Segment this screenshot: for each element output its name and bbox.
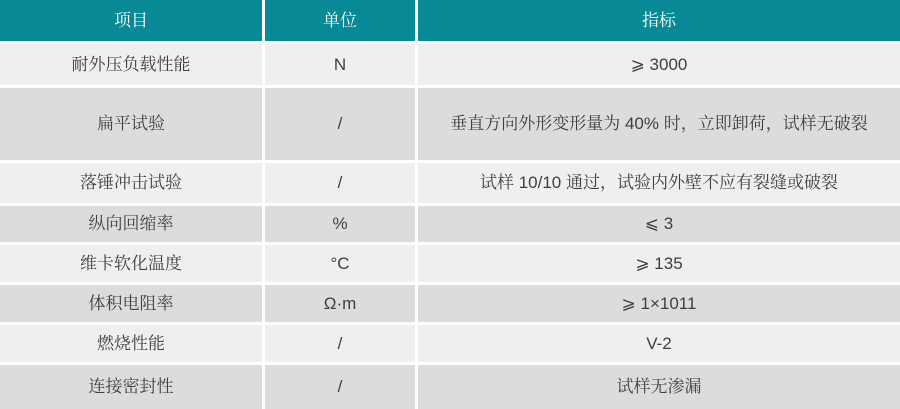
cell-unit: / <box>265 163 415 203</box>
table-header-row <box>0 0 900 41</box>
cell-spec: 垂直方向外形变形量为 40% 时，立即卸荷，试样无破裂 <box>418 88 900 160</box>
table-row <box>0 88 900 160</box>
cell-spec: ⩾ 135 <box>418 245 900 282</box>
table-row <box>0 325 900 362</box>
table-row <box>0 44 900 85</box>
table-row <box>0 163 900 203</box>
header-cell-unit: 单位 <box>265 0 415 41</box>
cell-unit: / <box>265 365 415 409</box>
cell-spec: ⩾ 3000 <box>418 44 900 85</box>
table-row <box>0 365 900 409</box>
cell-spec: 试样 10/10 通过，试验内外壁不应有裂缝或破裂 <box>418 163 900 203</box>
cell-item: 耐外压负载性能 <box>0 44 262 85</box>
cell-unit: / <box>265 88 415 160</box>
cell-item: 体积电阻率 <box>0 285 262 322</box>
cell-item: 纵向回缩率 <box>0 206 262 242</box>
cell-item: 维卡软化温度 <box>0 245 262 282</box>
cell-item: 燃烧性能 <box>0 325 262 362</box>
cell-unit: °C <box>265 245 415 282</box>
table-row <box>0 245 900 282</box>
cell-item: 连接密封性 <box>0 365 262 409</box>
cell-spec: 试样无渗漏 <box>418 365 900 409</box>
cell-spec: ⩽ 3 <box>418 206 900 242</box>
cell-unit: % <box>265 206 415 242</box>
cell-unit: N <box>265 44 415 85</box>
cell-unit: Ω·m <box>265 285 415 322</box>
cell-item: 落锤冲击试验 <box>0 163 262 203</box>
cell-unit: / <box>265 325 415 362</box>
cell-spec: ⩾ 1×1011 <box>418 285 900 322</box>
table-row <box>0 206 900 242</box>
header-cell-item: 项目 <box>0 0 262 41</box>
cell-spec: V-2 <box>418 325 900 362</box>
cell-item: 扁平试验 <box>0 88 262 160</box>
header-cell-spec: 指标 <box>418 0 900 41</box>
table-row <box>0 285 900 322</box>
